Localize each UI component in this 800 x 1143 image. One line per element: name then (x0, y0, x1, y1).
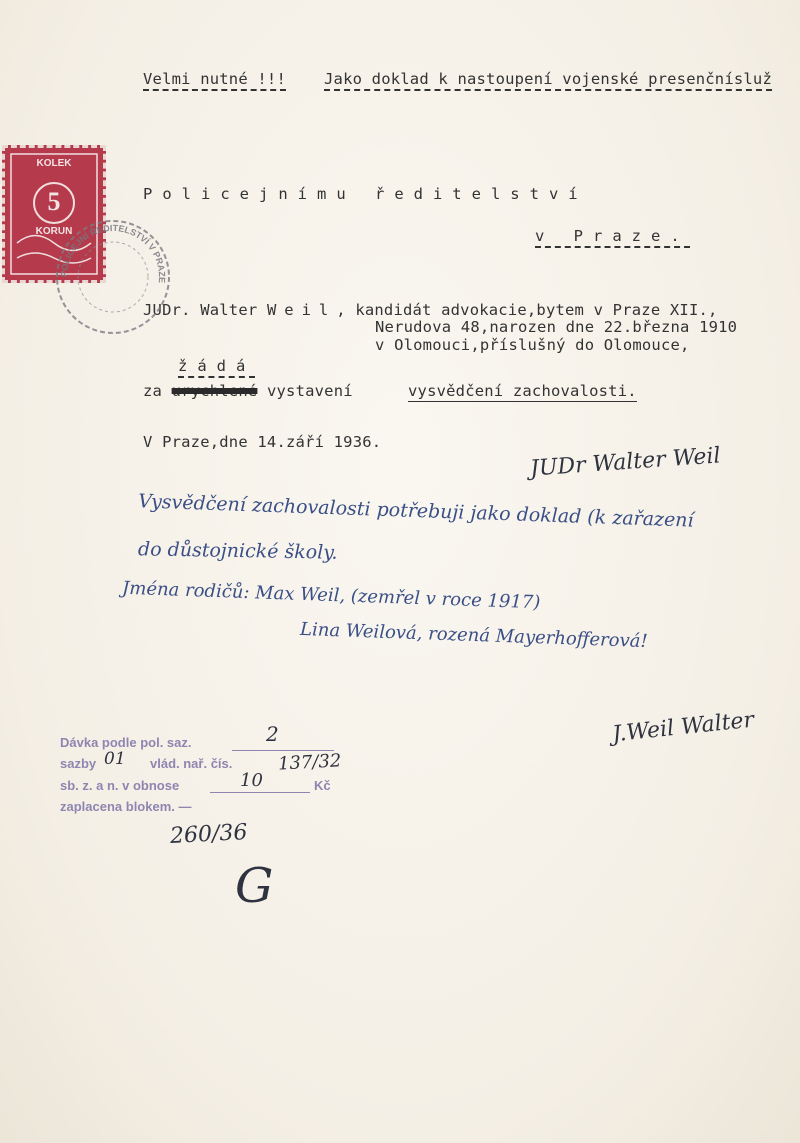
fee-number: 260/36 (169, 819, 249, 850)
addressee-line1: Policejnímu ředitelství (143, 185, 588, 203)
fee-stamp-line1: Dávka podle pol. saz. (60, 735, 192, 750)
request-line (143, 382, 353, 400)
request-verb: žádá (178, 357, 255, 375)
applicant-line2: Nerudova 48,narozen dne 22.března 1910 (375, 318, 738, 336)
purpose-note: Jako doklad k nastoupení vojenské presenčnísluž (324, 70, 772, 88)
revenue-stamp-unit: KORUN (35, 226, 73, 237)
fee-stamp-currency: Kč (314, 778, 331, 793)
fee-stamp-line2-mid: vlád. nař. čís. (150, 756, 233, 771)
signature-1: JUDr Walter Weil (529, 443, 722, 482)
parents-line-2: Lina Weilová, rozená Mayerhofferová! (299, 618, 649, 653)
handwritten-note-2: do důstojnické školy. (137, 538, 338, 564)
addressee-line2: v Praze. (535, 227, 690, 245)
postmark (54, 218, 172, 336)
fee-stamp-line4: zaplacena blokem. — (60, 799, 192, 814)
applicant-surname: Weil (266, 301, 337, 319)
fee-stamp-line2-value: 01 (104, 749, 126, 769)
handwritten-note-1: Vysvědčení zachovalosti potřebuji jako doklad (k zařazení (137, 490, 694, 532)
fee-stamp-rule3 (210, 792, 310, 793)
postmark-text: POLICEJNÍ ŘEDITELSTVÍ V PRAZE (58, 222, 168, 284)
revenue-stamp-title: KOLEK (36, 158, 72, 169)
applicant-line3: v Olomouci,příslušný do Olomouce, (375, 336, 690, 354)
fee-stamp-line3-value: 10 (240, 770, 263, 791)
signature-2: J.Weil Walter (611, 707, 756, 748)
applicant-line1 (143, 301, 718, 319)
applicant-name: JUDr. Walter (143, 301, 258, 319)
request-vystaveni: vystavení (266, 382, 353, 400)
fee-stamp-line3: sb. z. a n. v obnose (60, 778, 180, 793)
struck-word: urychlené (171, 382, 258, 400)
parents-line-1: Jména rodičů: Max Weil, (zemřel v roce 1917) (121, 577, 541, 614)
request-za: za (143, 382, 163, 400)
fee-stamp-line2: sazby (60, 756, 97, 771)
fee-stamp-line1-value: 2 (266, 722, 279, 746)
revenue-stamp-value: 5 (47, 187, 61, 216)
handwritten-initial: G (235, 858, 274, 914)
urgent-note: Velmi nutné !!! (143, 70, 286, 88)
applicant-occupation: , kandidát advokacie,bytem v Praze XII., (336, 301, 718, 319)
requested-document: vysvědčení zachovalosti. (408, 382, 637, 400)
date-line: V Praze,dne 14.září 1936. (143, 433, 382, 451)
fee-stamp-line2-value2: 137/32 (277, 750, 342, 775)
